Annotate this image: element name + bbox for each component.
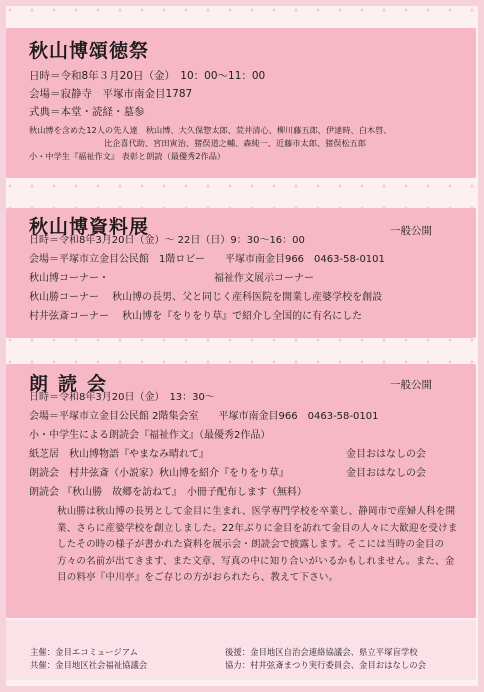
ceremony-venue: 会場＝寂静寺 平塚市南金目1787 (29, 88, 193, 100)
reading-date: 日時＝令和8年3月20日（金） 13：30～ (29, 392, 215, 403)
section-title-reading: 朗読会 (29, 373, 117, 395)
ceremony-date: 日時＝令和8年３月20日（金） 10：00～11：00 (29, 70, 266, 82)
reading-description: 秋山勝は秋山博の長男として金目に生まれ、医学専門学校を卒業し、静岡市で産婦人科を開業、さらに産婆学校を創立しました。22年ぶりに金目を訪れて金目の人々に大歓迎を受けましたその時の様子が書かれた資料を展示会・朗読会で披露します。そこには当時の金目の方々の名前が出てきます、また文章、写真の中に知り合いがいるかもしれません。また、金目の料亭『中川亭』をご存じの方がおられたら、教えて下さい。 (57, 506, 458, 583)
reading-murai-group: 金目おはなしの会 (346, 468, 426, 479)
reading-venue: 会場＝平塚市立金目公民館 2階集会室 平塚市南金目966 0463-58-0101 (29, 411, 379, 422)
corner-akiyama-hiroshi: 秋山博コーナー・ (29, 273, 109, 284)
exhibition-corner-3: 村井弦斎コーナー 秋山博を『をりをり草』で紹介し全国的に有名にした (29, 311, 363, 322)
reading-murai-title: 朗読会 村井弦斎（小説家）秋山博を紹介『をりをり草』 (29, 468, 289, 479)
credit-cohost: 共催：金目地区社会福祉協議会 (30, 659, 148, 670)
reading-kamishibai (29, 448, 476, 461)
credit-organizer: 主催：金目エコミュージアム (30, 647, 138, 657)
exhibition-date: 日時＝令和8年3月20日（金）～ 22日（日）9：30～16：00 (29, 235, 305, 246)
ceremony-program: 式典＝本堂・読経・墓参 (29, 106, 145, 118)
kamishibai-title: 紙芝居 秋山博物語『やまなみ晴れて』 (29, 449, 209, 460)
credits-row-1 (30, 646, 476, 659)
credits-row-2 (30, 659, 476, 672)
section-memorial-ceremony (6, 28, 476, 178)
section-exhibition (6, 208, 476, 338)
pioneers-line-1: 秋山博を含めた12人の先人達 秋山博、大久保惣太郎、荒井清心、柳川藤五郎、伊達時、白木啓、 (29, 125, 392, 135)
credit-cooperation: 協力：村井弦斎まつり実行委員会、金目おはなしの会 (225, 659, 426, 670)
pioneers-line-2: 比企喜代助、宮田寅治、猪俣道之輔、森純一、近藤市太郎、猪俣松五郎 (104, 138, 367, 148)
exhibition-corner-2: 秋山勝コーナー 秋山博の長男、父と同じく産科医院を開業し産婆学校を創設 (29, 292, 383, 303)
reading-essay: 小・中学生による朗読会『福祉作文』（最優秀2作品） (29, 430, 271, 441)
credits-footer (6, 620, 476, 680)
exhibition-corner-1 (29, 272, 476, 285)
kamishibai-group: 金目おはなしの会 (346, 449, 426, 460)
public-badge: 一般公開 (390, 379, 432, 391)
credit-support: 後援：金目地区自治会連絡協議会、県立平塚盲学校 (225, 647, 418, 657)
section-reading (6, 364, 476, 618)
section-title-memorial: 秋山博頌徳祭 (29, 40, 150, 62)
corner-essay: 福祉作文展示コーナー (214, 273, 314, 284)
exhibition-venue: 会場＝平塚市立金目公民館 1階ロビー 平塚市南金目966 0463-58-0101 (29, 254, 385, 265)
ceremony-essay: 小・中学生『福祉作文』 表彰と朗読（最優秀2作品） (29, 151, 226, 161)
reading-akiyama-masaru: 朗読会 『秋山勝 故郷を訪ねて』 小冊子配布します（無料） (29, 487, 307, 498)
reading-murai (29, 467, 476, 480)
section-title-exhibition: 秋山博資料展 (29, 216, 150, 238)
public-badge: 一般公開 (390, 225, 432, 237)
